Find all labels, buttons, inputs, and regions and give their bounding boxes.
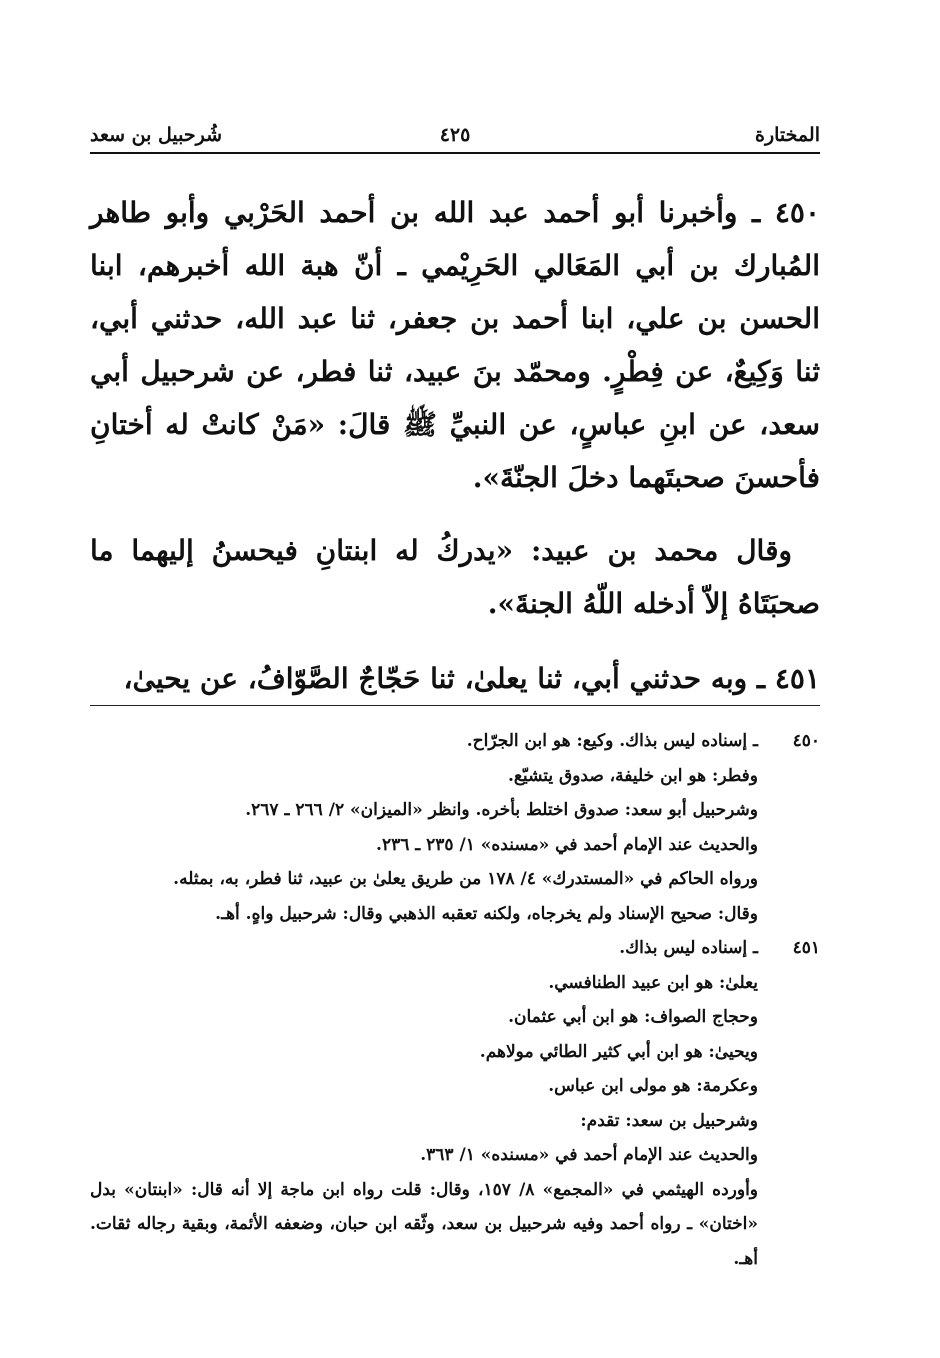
hadith-450-text: ـ وأخبرنا أبو أحمد عبد الله بن أحمد الحَرْبي وأبو طاهر المُبارك بن أبي المَعَالي الحَرِيْمي ـ أنّ هبة الله أخبرهم، ابنا الحسن بن علي، ابنا أحمد بن جعفر، ثنا عبد الله، حدثني أبي، ثنا وَكِيعٌ، عن فِطْرٍ. ومحمّد بنَ عبيد، ثنا فطر، عن شرحبيل أبي سعد، عن ابنِ عباسٍ، عن النبيِّ ﷺ قالَ: «مَنْ كانتْ له أختانِ فأحسنَ صحبتَهما دخلَ الجنّةَ».: [90, 196, 820, 494]
footnote-text: ـ إسناده ليس بذاك. وكيع: هو ابن الجرّاح.: [466, 731, 758, 751]
running-header: [90, 118, 820, 154]
footnote-line: وشرحبيل أبو سعد: صدوق اختلط بأخره. وانظر «الميزان» ٢/ ٢٦٦ ـ ٢٦٧.: [245, 800, 758, 820]
footnote-450: [90, 724, 820, 931]
chapter-person-name: شُرحبيل بن سعد: [90, 124, 223, 146]
footnote-line: وشرحبيل بن سعد: تقدم:: [580, 1110, 758, 1131]
hadith-451-paragraph: [90, 652, 820, 705]
footnote-separator: [90, 705, 820, 706]
footnote-paragraph: وأورده الهيثمي في «المجمع» ٨/ ١٥٧، وقال: قلت رواه ابن ماجة إلا أنه قال: «ابنتان» بدل «اختان» ـ رواه أحمد وفيه شرحبيل بن سعد، وثّقه ابن حبان، وضعفه الأئمة، وبقية رجاله ثقات. أهـ.: [90, 1179, 758, 1269]
page-number: ٤٢٥: [439, 124, 471, 146]
muhammad-ibn-ubaid-statement: وقال محمد بن عبيد: «يدركُ له ابنتانِ فيحسنُ إليهما ما صحبَتَاهُ إلاّ أدخله اللّهُ الجنةَ».: [90, 534, 820, 620]
footnote-line: [90, 931, 820, 966]
footnote-line: ورواه الحاكم في «المستدرك» ٤/ ١٧٨ من طريق يعلىٰ بن عبيد، ثنا فطر، به، بمثله.: [173, 869, 758, 889]
hadith-450-paragraph: [90, 186, 820, 504]
footnotes: [90, 724, 820, 1276]
hadith-451-text: ـ وبه حدثني أبي، ثنا يعلىٰ، ثنا حَجّاجٌ الصَّوّافُ، عن يحيىٰ،: [123, 662, 775, 695]
footnote-451: [90, 931, 820, 1276]
footnote-line: والحديث عند الإمام أحمد في «مسنده» ١/ ٢٣٥ ـ ٢٣٦.: [376, 834, 758, 855]
main-text: [90, 186, 820, 705]
footnote-line: وحجاج الصواف: هو ابن أبي عثمان.: [508, 1007, 758, 1027]
hadith-451-number: ٤٥١: [774, 662, 820, 695]
footnote-line: والحديث عند الإمام أحمد في «مسنده» ١/ ٣٦٣.: [420, 1145, 758, 1165]
footnote-line: يعلىٰ: هو ابن عبيد الطنافسي.: [548, 972, 758, 993]
footnote-text: ـ إسناده ليس بذاك.: [619, 938, 758, 958]
footnote-line: ويحيىٰ: هو ابن أبي كثير الطائي مولاهم.: [479, 1041, 758, 1062]
footnote-number: ٤٥١: [792, 938, 820, 958]
footnote-number: ٤٥٠: [792, 731, 820, 751]
footnote-line: وعكرمة: هو مولى ابن عباس.: [548, 1076, 758, 1096]
footnote-line: [90, 724, 820, 759]
book-title: المختارة: [755, 124, 820, 146]
hadith-450-number: ٤٥٠: [774, 196, 820, 229]
footnote-line: وفطر: هو ابن خليفة، صدوق يتشيّع.: [507, 765, 758, 786]
footnote-line: وقال: صحيح الإسناد ولم يخرجاه، ولكنه تعقبه الذهبي وقال: شرحبيل واهٍ. أهـ.: [215, 903, 758, 924]
